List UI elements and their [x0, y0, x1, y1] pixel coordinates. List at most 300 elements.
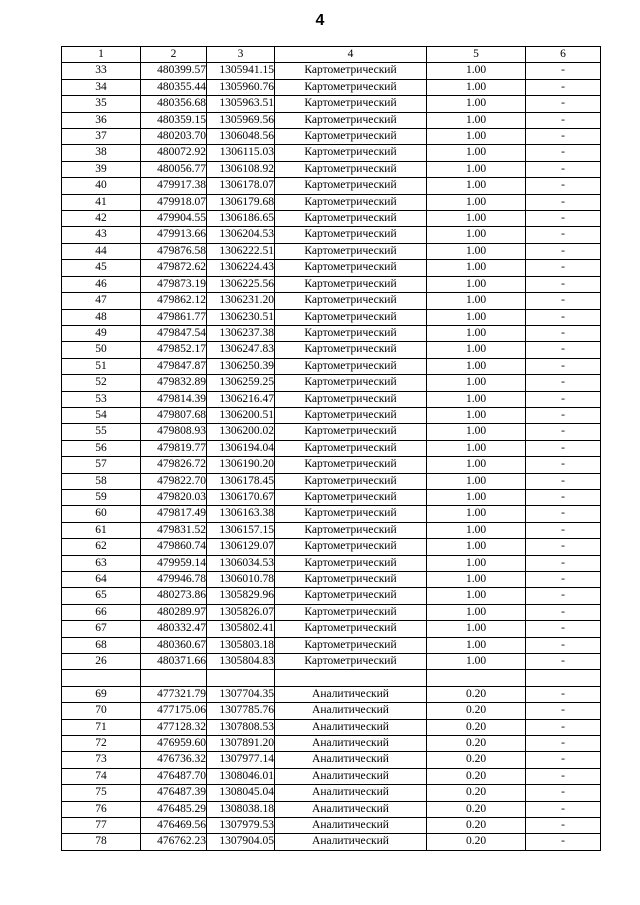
empty-cell [141, 670, 207, 686]
header-cell-4: 4 [275, 47, 427, 63]
coordinate-x-cell: 479847.87 [141, 358, 207, 374]
method-cell: Картометрический [275, 112, 427, 128]
table-row [62, 424, 601, 440]
coordinate-x-cell: 480371.66 [141, 654, 207, 670]
method-cell: Картометрический [275, 342, 427, 358]
accuracy-cell: 0.20 [427, 801, 526, 817]
coordinate-y-cell: 1306129.07 [207, 539, 275, 555]
coordinate-y-cell: 1306216.47 [207, 391, 275, 407]
coordinate-x-cell: 479862.12 [141, 293, 207, 309]
point-number-cell: 39 [62, 161, 141, 177]
coordinate-x-cell: 479872.62 [141, 260, 207, 276]
accuracy-cell: 0.20 [427, 752, 526, 768]
table-row [62, 703, 601, 719]
table-row [62, 686, 601, 702]
method-cell: Картометрический [275, 260, 427, 276]
method-cell: Картометрический [275, 194, 427, 210]
coordinate-y-cell: 1306157.15 [207, 522, 275, 538]
coordinate-x-cell: 479814.39 [141, 391, 207, 407]
method-cell: Картометрический [275, 506, 427, 522]
table-row [62, 161, 601, 177]
table-row [62, 555, 601, 571]
coordinate-y-cell: 1306231.20 [207, 293, 275, 309]
coordinate-y-cell: 1308045.04 [207, 785, 275, 801]
point-number-cell: 56 [62, 440, 141, 456]
note-cell: - [526, 96, 601, 112]
method-cell: Картометрический [275, 276, 427, 292]
table-row [62, 145, 601, 161]
coordinate-y-cell: 1306222.51 [207, 243, 275, 259]
coordinate-y-cell: 1306230.51 [207, 309, 275, 325]
method-cell: Картометрический [275, 63, 427, 79]
note-cell: - [526, 129, 601, 145]
header-row [62, 47, 601, 63]
coordinate-x-cell: 476487.39 [141, 785, 207, 801]
note-cell: - [526, 145, 601, 161]
point-number-cell: 34 [62, 79, 141, 95]
note-cell: - [526, 637, 601, 653]
table-row [62, 801, 601, 817]
point-number-cell: 64 [62, 572, 141, 588]
accuracy-cell: 0.20 [427, 719, 526, 735]
point-number-cell: 51 [62, 358, 141, 374]
point-number-cell: 61 [62, 522, 141, 538]
method-cell: Картометрический [275, 227, 427, 243]
table-row [62, 621, 601, 637]
note-cell: - [526, 63, 601, 79]
note-cell: - [526, 293, 601, 309]
method-cell: Картометрический [275, 96, 427, 112]
coordinate-x-cell: 480273.86 [141, 588, 207, 604]
point-number-cell: 63 [62, 555, 141, 571]
note-cell: - [526, 112, 601, 128]
coordinate-y-cell: 1306108.92 [207, 161, 275, 177]
coordinate-x-cell: 479860.74 [141, 539, 207, 555]
coordinate-x-cell: 479826.72 [141, 457, 207, 473]
note-cell: - [526, 260, 601, 276]
coordinate-x-cell: 479861.77 [141, 309, 207, 325]
method-cell: Аналитический [275, 801, 427, 817]
coordinate-y-cell: 1306237.38 [207, 325, 275, 341]
note-cell: - [526, 276, 601, 292]
coordinate-x-cell: 477175.06 [141, 703, 207, 719]
table-row [62, 96, 601, 112]
point-number-cell: 75 [62, 785, 141, 801]
coordinate-x-cell: 480360.67 [141, 637, 207, 653]
point-number-cell: 70 [62, 703, 141, 719]
method-cell: Аналитический [275, 752, 427, 768]
method-cell: Картометрический [275, 604, 427, 620]
coordinate-y-cell: 1307704.35 [207, 686, 275, 702]
table-row [62, 736, 601, 752]
point-number-cell: 46 [62, 276, 141, 292]
table-row [62, 407, 601, 423]
accuracy-cell: 1.00 [427, 358, 526, 374]
note-cell: - [526, 506, 601, 522]
table-row [62, 506, 601, 522]
coordinate-y-cell: 1306010.78 [207, 572, 275, 588]
table-row [62, 604, 601, 620]
note-cell: - [526, 621, 601, 637]
coordinate-x-cell: 479946.78 [141, 572, 207, 588]
coordinate-x-cell: 479831.52 [141, 522, 207, 538]
method-cell: Картометрический [275, 654, 427, 670]
method-cell: Картометрический [275, 522, 427, 538]
coordinate-x-cell: 479959.14 [141, 555, 207, 571]
method-cell: Картометрический [275, 621, 427, 637]
accuracy-cell: 1.00 [427, 506, 526, 522]
coordinate-y-cell: 1308038.18 [207, 801, 275, 817]
coordinate-y-cell: 1305826.07 [207, 604, 275, 620]
point-number-cell: 57 [62, 457, 141, 473]
note-cell: - [526, 555, 601, 571]
method-cell: Картометрический [275, 489, 427, 505]
coordinate-y-cell: 1306224.43 [207, 260, 275, 276]
empty-cell [275, 670, 427, 686]
accuracy-cell: 1.00 [427, 293, 526, 309]
note-cell: - [526, 686, 601, 702]
method-cell: Картометрический [275, 391, 427, 407]
point-number-cell: 71 [62, 719, 141, 735]
table-row [62, 719, 601, 735]
table-row [62, 834, 601, 850]
note-cell: - [526, 178, 601, 194]
accuracy-cell: 1.00 [427, 440, 526, 456]
accuracy-cell: 1.00 [427, 424, 526, 440]
note-cell: - [526, 785, 601, 801]
header-cell-6: 6 [526, 47, 601, 63]
note-cell: - [526, 161, 601, 177]
point-number-cell: 66 [62, 604, 141, 620]
coordinates-table [61, 46, 601, 851]
point-number-cell: 45 [62, 260, 141, 276]
method-cell: Картометрический [275, 358, 427, 374]
coordinate-x-cell: 479918.07 [141, 194, 207, 210]
note-cell: - [526, 768, 601, 784]
table-row [62, 293, 601, 309]
method-cell: Аналитический [275, 768, 427, 784]
method-cell: Картометрический [275, 555, 427, 571]
method-cell: Картометрический [275, 407, 427, 423]
point-number-cell: 37 [62, 129, 141, 145]
header-cell-3: 3 [207, 47, 275, 63]
point-number-cell: 35 [62, 96, 141, 112]
accuracy-cell: 1.00 [427, 522, 526, 538]
coordinate-y-cell: 1306170.67 [207, 489, 275, 505]
point-number-cell: 74 [62, 768, 141, 784]
note-cell: - [526, 834, 601, 850]
point-number-cell: 69 [62, 686, 141, 702]
coordinate-y-cell: 1305802.41 [207, 621, 275, 637]
table-row [62, 79, 601, 95]
coordinate-x-cell: 479917.38 [141, 178, 207, 194]
coordinate-y-cell: 1307904.05 [207, 834, 275, 850]
accuracy-cell: 0.20 [427, 785, 526, 801]
accuracy-cell: 1.00 [427, 194, 526, 210]
header-cell-1: 1 [62, 47, 141, 63]
coordinate-y-cell: 1306163.38 [207, 506, 275, 522]
point-number-cell: 72 [62, 736, 141, 752]
coordinate-y-cell: 1305969.56 [207, 112, 275, 128]
coordinate-x-cell: 479822.70 [141, 473, 207, 489]
coordinate-x-cell: 480203.70 [141, 129, 207, 145]
note-cell: - [526, 227, 601, 243]
note-cell: - [526, 407, 601, 423]
header-cell-2: 2 [141, 47, 207, 63]
coordinate-x-cell: 479852.17 [141, 342, 207, 358]
note-cell: - [526, 752, 601, 768]
table-row [62, 768, 601, 784]
accuracy-cell: 1.00 [427, 178, 526, 194]
coordinate-x-cell: 479832.89 [141, 375, 207, 391]
table-row [62, 358, 601, 374]
point-number-cell: 52 [62, 375, 141, 391]
point-number-cell: 26 [62, 654, 141, 670]
table-row [62, 260, 601, 276]
method-cell: Картометрический [275, 637, 427, 653]
empty-cell [427, 670, 526, 686]
coordinate-y-cell: 1305963.51 [207, 96, 275, 112]
table-row [62, 785, 601, 801]
table-row [62, 243, 601, 259]
header-cell-5: 5 [427, 47, 526, 63]
method-cell: Картометрический [275, 293, 427, 309]
method-cell: Картометрический [275, 325, 427, 341]
coordinate-y-cell: 1306115.03 [207, 145, 275, 161]
method-cell: Аналитический [275, 834, 427, 850]
coordinates-table-body [62, 47, 601, 851]
accuracy-cell: 0.20 [427, 703, 526, 719]
coordinate-y-cell: 1305829.96 [207, 588, 275, 604]
point-number-cell: 67 [62, 621, 141, 637]
coordinate-x-cell: 479819.77 [141, 440, 207, 456]
table-row [62, 440, 601, 456]
coordinate-y-cell: 1306186.65 [207, 211, 275, 227]
coordinate-x-cell: 479873.19 [141, 276, 207, 292]
table-row [62, 325, 601, 341]
coordinate-x-cell: 480359.15 [141, 112, 207, 128]
method-cell: Картометрический [275, 572, 427, 588]
method-cell: Картометрический [275, 588, 427, 604]
table-row [62, 637, 601, 653]
table-row [62, 227, 601, 243]
point-number-cell: 48 [62, 309, 141, 325]
note-cell: - [526, 801, 601, 817]
coordinate-x-cell: 476487.70 [141, 768, 207, 784]
table-row [62, 572, 601, 588]
table-row [62, 489, 601, 505]
coordinate-y-cell: 1305804.83 [207, 654, 275, 670]
accuracy-cell: 0.20 [427, 768, 526, 784]
accuracy-cell: 1.00 [427, 211, 526, 227]
table-row [62, 473, 601, 489]
point-number-cell: 73 [62, 752, 141, 768]
coordinate-y-cell: 1305803.18 [207, 637, 275, 653]
coordinate-x-cell: 479807.68 [141, 407, 207, 423]
table-row [62, 539, 601, 555]
coordinate-x-cell: 476469.56 [141, 818, 207, 834]
accuracy-cell: 1.00 [427, 112, 526, 128]
coordinate-y-cell: 1307891.20 [207, 736, 275, 752]
accuracy-cell: 1.00 [427, 309, 526, 325]
coordinate-y-cell: 1306259.25 [207, 375, 275, 391]
accuracy-cell: 0.20 [427, 818, 526, 834]
coordinate-y-cell: 1306250.39 [207, 358, 275, 374]
accuracy-cell: 1.00 [427, 145, 526, 161]
accuracy-cell: 1.00 [427, 539, 526, 555]
note-cell: - [526, 194, 601, 210]
table-row [62, 178, 601, 194]
note-cell: - [526, 309, 601, 325]
coordinate-y-cell: 1305960.76 [207, 79, 275, 95]
note-cell: - [526, 604, 601, 620]
coordinate-x-cell: 480056.77 [141, 161, 207, 177]
point-number-cell: 47 [62, 293, 141, 309]
coordinate-y-cell: 1305941.15 [207, 63, 275, 79]
coordinate-y-cell: 1306204.53 [207, 227, 275, 243]
coordinate-x-cell: 479847.54 [141, 325, 207, 341]
coordinate-y-cell: 1306179.68 [207, 194, 275, 210]
note-cell: - [526, 818, 601, 834]
point-number-cell: 36 [62, 112, 141, 128]
accuracy-cell: 1.00 [427, 79, 526, 95]
method-cell: Аналитический [275, 686, 427, 702]
note-cell: - [526, 719, 601, 735]
coordinate-y-cell: 1306247.83 [207, 342, 275, 358]
method-cell: Аналитический [275, 719, 427, 735]
method-cell: Картометрический [275, 79, 427, 95]
coordinate-x-cell: 480355.44 [141, 79, 207, 95]
point-number-cell: 50 [62, 342, 141, 358]
table-row [62, 457, 601, 473]
table-row [62, 522, 601, 538]
method-cell: Картометрический [275, 457, 427, 473]
method-cell: Картометрический [275, 211, 427, 227]
accuracy-cell: 1.00 [427, 555, 526, 571]
empty-cell [62, 670, 141, 686]
coordinate-x-cell: 479904.55 [141, 211, 207, 227]
coordinate-x-cell: 480332.47 [141, 621, 207, 637]
note-cell: - [526, 736, 601, 752]
coordinate-x-cell: 479820.03 [141, 489, 207, 505]
coordinate-y-cell: 1307785.76 [207, 703, 275, 719]
note-cell: - [526, 375, 601, 391]
point-number-cell: 53 [62, 391, 141, 407]
accuracy-cell: 1.00 [427, 342, 526, 358]
note-cell: - [526, 440, 601, 456]
empty-cell [526, 670, 601, 686]
accuracy-cell: 1.00 [427, 572, 526, 588]
empty-cell [207, 670, 275, 686]
note-cell: - [526, 391, 601, 407]
coordinate-y-cell: 1307808.53 [207, 719, 275, 735]
accuracy-cell: 1.00 [427, 325, 526, 341]
table-row [62, 391, 601, 407]
accuracy-cell: 1.00 [427, 604, 526, 620]
point-number-cell: 38 [62, 145, 141, 161]
note-cell: - [526, 703, 601, 719]
accuracy-cell: 1.00 [427, 391, 526, 407]
note-cell: - [526, 79, 601, 95]
note-cell: - [526, 424, 601, 440]
table-row [62, 112, 601, 128]
method-cell: Картометрический [275, 243, 427, 259]
table-row [62, 309, 601, 325]
point-number-cell: 78 [62, 834, 141, 850]
coordinate-x-cell: 479808.93 [141, 424, 207, 440]
accuracy-cell: 1.00 [427, 161, 526, 177]
accuracy-cell: 1.00 [427, 276, 526, 292]
point-number-cell: 60 [62, 506, 141, 522]
method-cell: Картометрический [275, 375, 427, 391]
accuracy-cell: 1.00 [427, 654, 526, 670]
method-cell: Аналитический [275, 703, 427, 719]
accuracy-cell: 1.00 [427, 129, 526, 145]
accuracy-cell: 1.00 [427, 473, 526, 489]
coordinate-y-cell: 1306194.04 [207, 440, 275, 456]
table-row [62, 588, 601, 604]
point-number-cell: 54 [62, 407, 141, 423]
coordinate-x-cell: 476736.32 [141, 752, 207, 768]
point-number-cell: 76 [62, 801, 141, 817]
table-row [62, 752, 601, 768]
accuracy-cell: 1.00 [427, 260, 526, 276]
point-number-cell: 44 [62, 243, 141, 259]
point-number-cell: 42 [62, 211, 141, 227]
coordinate-x-cell: 476485.29 [141, 801, 207, 817]
coordinate-y-cell: 1306178.07 [207, 178, 275, 194]
accuracy-cell: 1.00 [427, 375, 526, 391]
separator-row [62, 670, 601, 686]
method-cell: Картометрический [275, 309, 427, 325]
table-row [62, 818, 601, 834]
method-cell: Картометрический [275, 161, 427, 177]
table-row [62, 276, 601, 292]
method-cell: Картометрический [275, 473, 427, 489]
coordinate-x-cell: 476762.23 [141, 834, 207, 850]
accuracy-cell: 0.20 [427, 834, 526, 850]
method-cell: Картометрический [275, 539, 427, 555]
coordinate-y-cell: 1306034.53 [207, 555, 275, 571]
note-cell: - [526, 489, 601, 505]
table-row [62, 375, 601, 391]
accuracy-cell: 1.00 [427, 621, 526, 637]
point-number-cell: 41 [62, 194, 141, 210]
note-cell: - [526, 325, 601, 341]
coordinate-x-cell: 480289.97 [141, 604, 207, 620]
coordinate-y-cell: 1306048.56 [207, 129, 275, 145]
note-cell: - [526, 522, 601, 538]
method-cell: Аналитический [275, 736, 427, 752]
point-number-cell: 77 [62, 818, 141, 834]
coordinate-x-cell: 479876.58 [141, 243, 207, 259]
coordinate-y-cell: 1306225.56 [207, 276, 275, 292]
note-cell: - [526, 358, 601, 374]
coordinate-x-cell: 476959.60 [141, 736, 207, 752]
method-cell: Картометрический [275, 440, 427, 456]
accuracy-cell: 1.00 [427, 588, 526, 604]
coordinate-x-cell: 477128.32 [141, 719, 207, 735]
coordinate-x-cell: 480356.68 [141, 96, 207, 112]
note-cell: - [526, 588, 601, 604]
accuracy-cell: 1.00 [427, 457, 526, 473]
note-cell: - [526, 342, 601, 358]
accuracy-cell: 1.00 [427, 243, 526, 259]
accuracy-cell: 1.00 [427, 407, 526, 423]
point-number-cell: 59 [62, 489, 141, 505]
coordinate-x-cell: 479817.49 [141, 506, 207, 522]
coordinate-y-cell: 1306190.20 [207, 457, 275, 473]
